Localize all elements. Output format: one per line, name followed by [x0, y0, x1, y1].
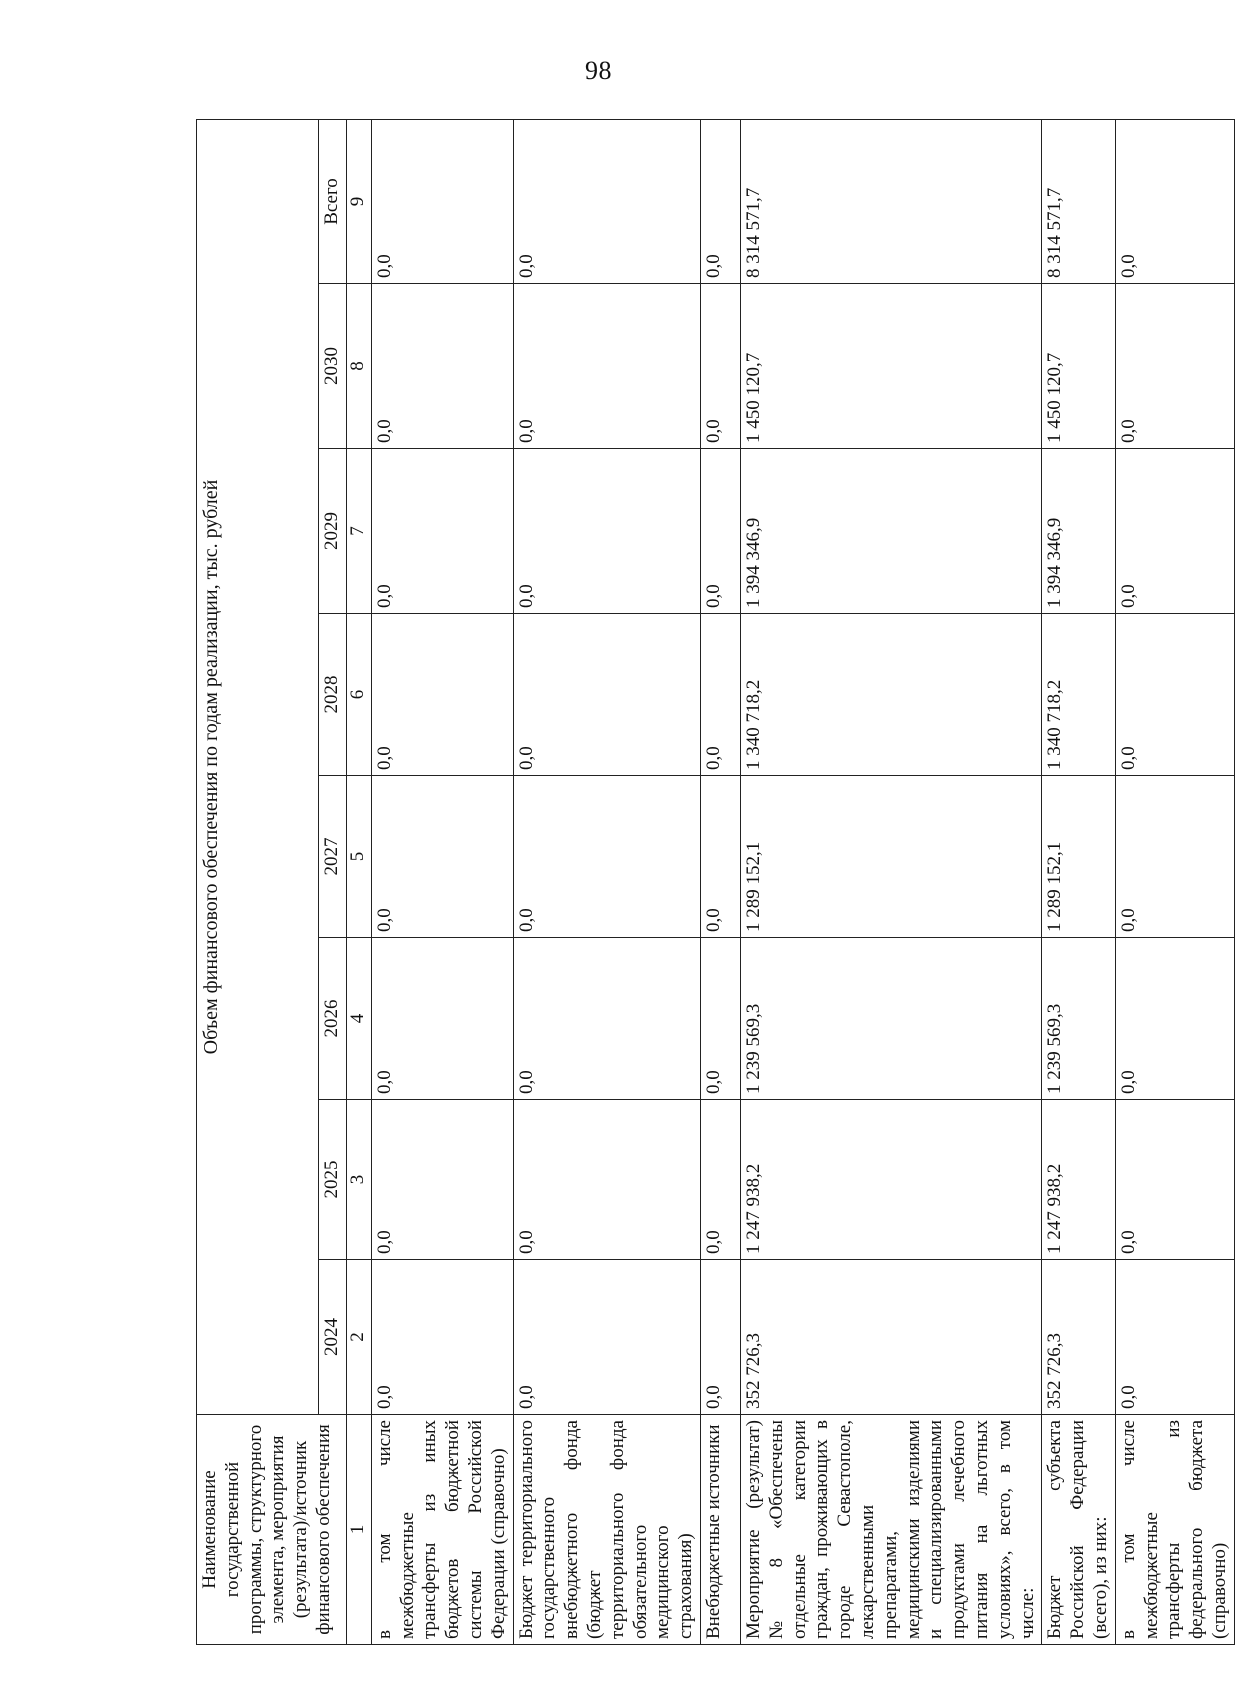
cell-value: 0,0: [513, 1100, 700, 1260]
cell-value: 8 314 571,7: [740, 119, 1041, 283]
cell-value: 0,0: [700, 1100, 740, 1260]
cell-value: 0,0: [1115, 119, 1234, 283]
column-header-total: Всего: [319, 119, 347, 283]
table-row: [1042, 119, 1115, 1644]
cell-value: 1 450 120,7: [1042, 284, 1115, 449]
page-number: 98: [585, 56, 612, 85]
column-number-row: [346, 119, 371, 1644]
column-number: 5: [346, 776, 371, 938]
column-header-year: 2025: [319, 1100, 347, 1260]
cell-value: 0,0: [371, 1260, 513, 1415]
cell-value: 1 247 938,2: [1042, 1100, 1115, 1260]
cell-value: 1 394 346,9: [740, 449, 1041, 614]
cell-value: 0,0: [700, 1260, 740, 1415]
column-number: 7: [346, 449, 371, 614]
column-number: 4: [346, 938, 371, 1100]
column-number: 3: [346, 1100, 371, 1260]
column-number: 6: [346, 614, 371, 776]
cell-value: 0,0: [371, 1100, 513, 1260]
column-header-volume-group: Объем финансового обеспечения по годам реализации, тыс. рублей: [197, 119, 319, 1414]
column-header-name: Наименование государственной программы, структурного элемента, мероприятия (результата)/источник финансового обеспечения: [197, 1415, 347, 1645]
cell-value: 0,0: [371, 938, 513, 1100]
cell-value: 0,0: [1115, 449, 1234, 614]
cell-value: 352 726,3: [1042, 1260, 1115, 1415]
column-header-year: 2024: [319, 1260, 347, 1415]
cell-value: 0,0: [700, 449, 740, 614]
cell-value: 0,0: [1115, 776, 1234, 938]
rotated-table-wrapper: [196, 120, 1230, 1645]
cell-value: 0,0: [513, 119, 700, 283]
cell-value: 0,0: [371, 284, 513, 449]
cell-value: 1 239 569,3: [740, 938, 1041, 1100]
column-header-year: 2028: [319, 614, 347, 776]
cell-value: 0,0: [700, 776, 740, 938]
cell-value: 1 239 569,3: [1042, 938, 1115, 1100]
cell-value: 0,0: [700, 119, 740, 283]
cell-value: 1 340 718,2: [740, 614, 1041, 776]
column-number: 2: [346, 1260, 371, 1415]
column-number: 9: [346, 119, 371, 283]
column-number: 1: [346, 1415, 371, 1645]
cell-value: 0,0: [513, 284, 700, 449]
row-label: Мероприятие (результат) № 8 «Обеспечены отдельные категории граждан, проживающих в городе Севастополе, лекарственными препаратами, медицинскими изделиями и специализированными продуктами лечебного питания на льготных условиях», всего, в том числе:: [740, 1415, 1041, 1645]
cell-value: 1 394 346,9: [1042, 449, 1115, 614]
row-label: Бюджет субъекта Российской Федерации (всего), из них:: [1042, 1415, 1115, 1645]
column-number: 8: [346, 284, 371, 449]
header-row-top: [197, 119, 319, 1644]
cell-value: 1 247 938,2: [740, 1100, 1041, 1260]
cell-value: 0,0: [1115, 938, 1234, 1100]
cell-value: 0,0: [1115, 1260, 1234, 1415]
table-row: [700, 119, 740, 1644]
table-row: [513, 119, 700, 1644]
cell-value: 352 726,3: [740, 1260, 1041, 1415]
cell-value: 1 289 152,1: [1042, 776, 1115, 938]
row-label: Бюджет территориального государственного внебюджетного фонда (бюджет территориального фонда обязательного медицинского страхования): [513, 1415, 700, 1645]
cell-value: 0,0: [371, 449, 513, 614]
cell-value: 0,0: [513, 449, 700, 614]
table-row: [371, 119, 513, 1644]
cell-value: 1 340 718,2: [1042, 614, 1115, 776]
column-header-year: 2029: [319, 449, 347, 614]
cell-value: 0,0: [700, 284, 740, 449]
column-header-year: 2030: [319, 284, 347, 449]
cell-value: 0,0: [371, 776, 513, 938]
cell-value: 1 289 152,1: [740, 776, 1041, 938]
cell-value: 1 450 120,7: [740, 284, 1041, 449]
cell-value: 0,0: [513, 1260, 700, 1415]
cell-value: 0,0: [513, 938, 700, 1100]
cell-value: 0,0: [700, 938, 740, 1100]
row-label: в том числе межбюджетные трансферты из федерального бюджета (справочно): [1115, 1415, 1234, 1645]
cell-value: 0,0: [1115, 284, 1234, 449]
row-label: Внебюджетные источники: [700, 1415, 740, 1645]
cell-value: 8 314 571,7: [1042, 119, 1115, 283]
column-header-year: 2027: [319, 776, 347, 938]
cell-value: 0,0: [371, 614, 513, 776]
cell-value: 0,0: [513, 776, 700, 938]
column-header-year: 2026: [319, 938, 347, 1100]
cell-value: 0,0: [700, 614, 740, 776]
table-row: [1115, 119, 1234, 1644]
row-label: в том числе межбюджетные трансферты из иных бюджетов бюджетной системы Российской Федерации (справочно): [371, 1415, 513, 1645]
cell-value: 0,0: [1115, 614, 1234, 776]
cell-value: 0,0: [513, 614, 700, 776]
cell-value: 0,0: [371, 119, 513, 283]
table-row: [740, 119, 1041, 1644]
financing-table: [196, 119, 1235, 1645]
cell-value: 0,0: [1115, 1100, 1234, 1260]
